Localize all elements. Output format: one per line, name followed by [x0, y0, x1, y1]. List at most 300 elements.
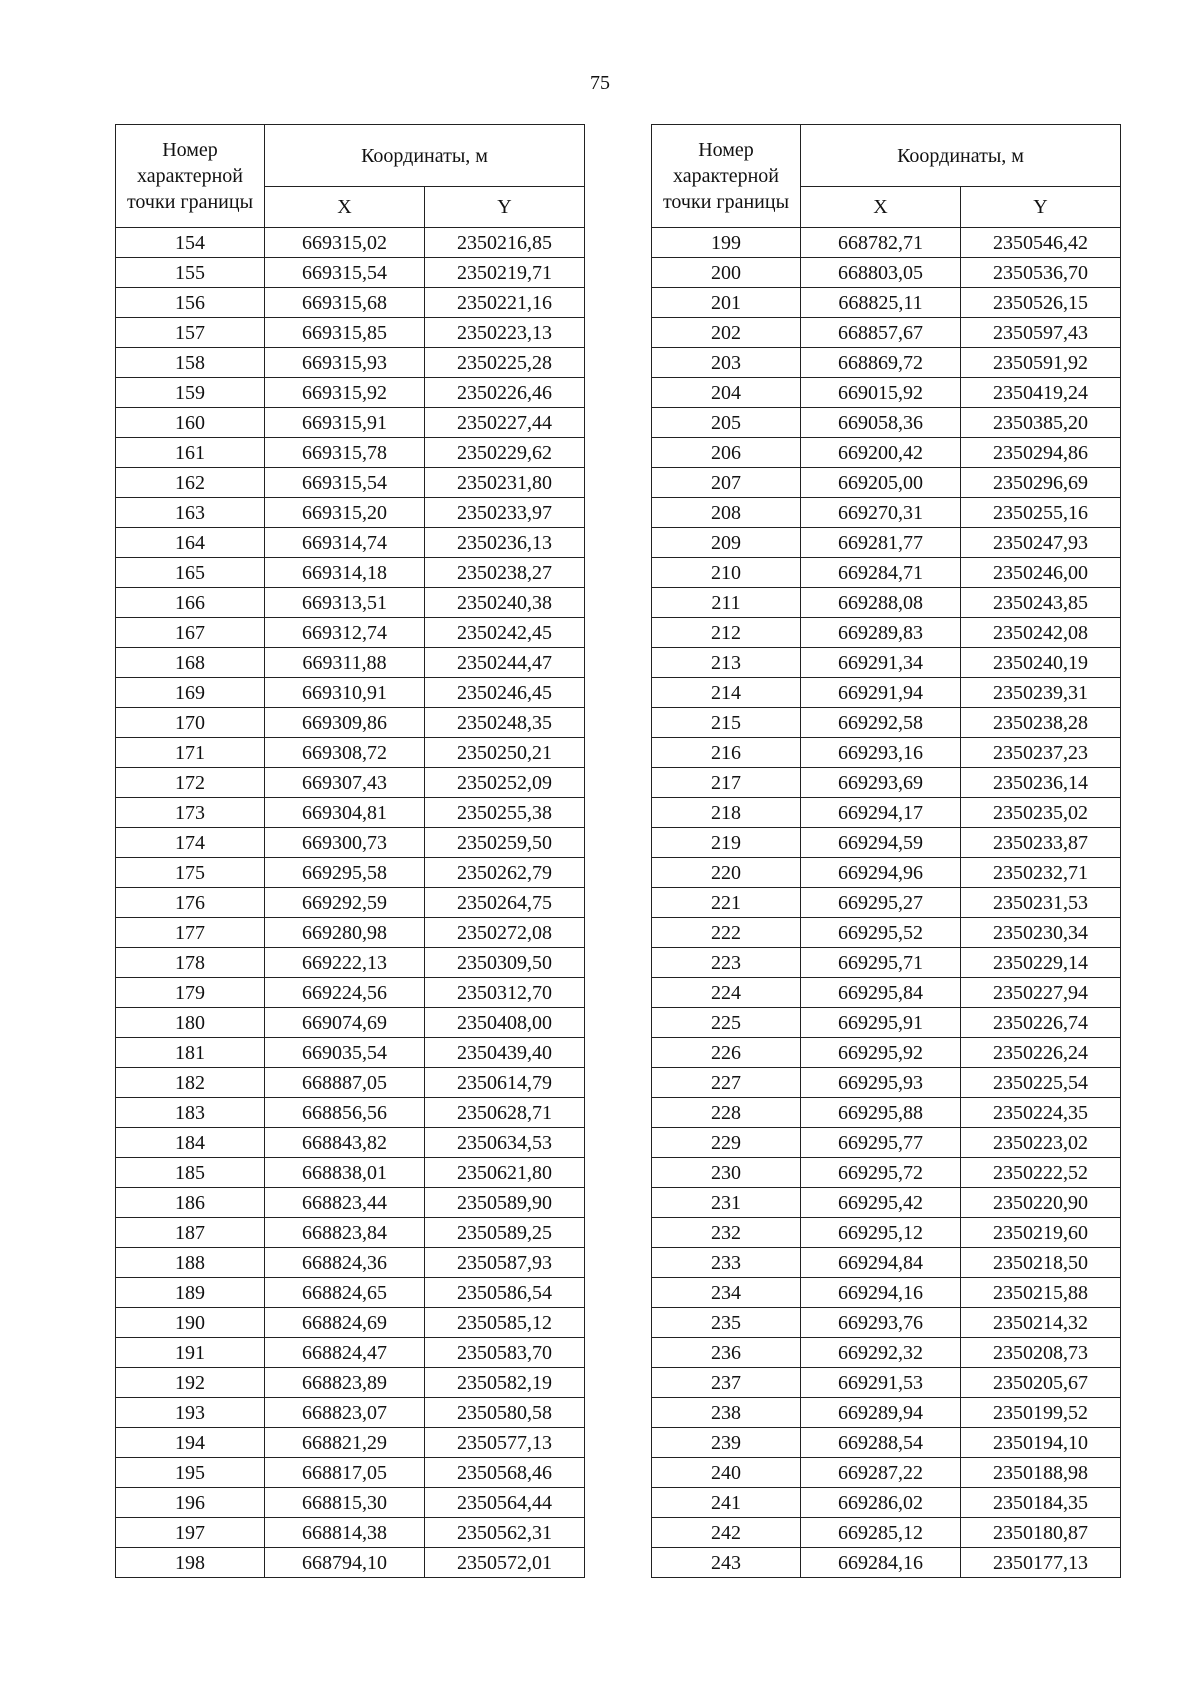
y-coordinate-cell: 2350243,85	[961, 588, 1121, 618]
y-coordinate-cell: 2350255,38	[425, 798, 585, 828]
coordinates-header: Координаты, м	[265, 125, 585, 187]
x-coordinate-cell: 669295,71	[801, 948, 961, 978]
table-row	[116, 768, 585, 798]
table-row	[652, 228, 1121, 258]
y-coordinate-cell: 2350239,31	[961, 678, 1121, 708]
x-coordinate-cell: 669294,84	[801, 1248, 961, 1278]
point-number-cell: 215	[652, 708, 801, 738]
table-row	[116, 588, 585, 618]
point-number-cell: 187	[116, 1218, 265, 1248]
point-number-cell: 193	[116, 1398, 265, 1428]
table-row	[652, 558, 1121, 588]
x-coordinate-cell: 669284,16	[801, 1548, 961, 1578]
y-coordinate-cell: 2350591,92	[961, 348, 1121, 378]
table-row	[116, 1338, 585, 1368]
y-coordinate-cell: 2350577,13	[425, 1428, 585, 1458]
y-coordinate-cell: 2350562,31	[425, 1518, 585, 1548]
table-row	[652, 948, 1121, 978]
point-number-cell: 176	[116, 888, 265, 918]
table-row	[116, 1368, 585, 1398]
x-coordinate-cell: 668803,05	[801, 258, 961, 288]
point-number-cell: 164	[116, 528, 265, 558]
table-row	[116, 1038, 585, 1068]
y-coordinate-cell: 2350225,54	[961, 1068, 1121, 1098]
table-row	[116, 708, 585, 738]
y-coordinate-cell: 2350272,08	[425, 918, 585, 948]
table-body-left	[116, 228, 585, 1578]
table-row	[652, 828, 1121, 858]
point-number-cell: 166	[116, 588, 265, 618]
table-row	[652, 408, 1121, 438]
point-number-cell: 179	[116, 978, 265, 1008]
y-coordinate-cell: 2350587,93	[425, 1248, 585, 1278]
point-number-cell: 165	[116, 558, 265, 588]
point-number-cell: 168	[116, 648, 265, 678]
x-coordinate-cell: 669312,74	[265, 618, 425, 648]
x-coordinate-cell: 669224,56	[265, 978, 425, 1008]
y-coordinate-cell: 2350583,70	[425, 1338, 585, 1368]
y-coordinate-cell: 2350621,80	[425, 1158, 585, 1188]
table-row	[652, 498, 1121, 528]
y-coordinate-cell: 2350634,53	[425, 1128, 585, 1158]
table-row	[652, 1248, 1121, 1278]
point-number-cell: 220	[652, 858, 801, 888]
table-row	[652, 1068, 1121, 1098]
point-number-cell: 174	[116, 828, 265, 858]
y-coordinate-cell: 2350248,35	[425, 708, 585, 738]
x-coordinate-cell: 669315,93	[265, 348, 425, 378]
point-number-cell: 178	[116, 948, 265, 978]
x-coordinate-cell: 669293,16	[801, 738, 961, 768]
y-coordinate-cell: 2350227,94	[961, 978, 1121, 1008]
table-row	[116, 948, 585, 978]
table-row	[116, 528, 585, 558]
y-coordinate-cell: 2350180,87	[961, 1518, 1121, 1548]
table-row	[652, 1458, 1121, 1488]
y-coordinate-cell: 2350218,50	[961, 1248, 1121, 1278]
point-number-cell: 228	[652, 1098, 801, 1128]
point-number-cell: 240	[652, 1458, 801, 1488]
point-number-cell: 167	[116, 618, 265, 648]
table-row	[652, 528, 1121, 558]
point-number-cell: 206	[652, 438, 801, 468]
point-number-cell: 221	[652, 888, 801, 918]
x-coordinate-cell: 668823,07	[265, 1398, 425, 1428]
point-number-cell: 229	[652, 1128, 801, 1158]
table-row	[116, 1218, 585, 1248]
x-coordinate-cell: 669295,72	[801, 1158, 961, 1188]
table-row	[652, 708, 1121, 738]
y-coordinate-cell: 2350296,69	[961, 468, 1121, 498]
point-number-cell: 216	[652, 738, 801, 768]
point-number-cell: 154	[116, 228, 265, 258]
x-coordinate-cell: 668821,29	[265, 1428, 425, 1458]
point-number-cell: 194	[116, 1428, 265, 1458]
y-coordinate-cell: 2350564,44	[425, 1488, 585, 1518]
x-coordinate-cell: 669280,98	[265, 918, 425, 948]
table-row	[116, 408, 585, 438]
y-coordinate-cell: 2350242,08	[961, 618, 1121, 648]
x-coordinate-cell: 669311,88	[265, 648, 425, 678]
point-number-cell: 191	[116, 1338, 265, 1368]
y-coordinate-cell: 2350628,71	[425, 1098, 585, 1128]
point-number-cell: 218	[652, 798, 801, 828]
point-number-cell: 234	[652, 1278, 801, 1308]
y-coordinate-cell: 2350585,12	[425, 1308, 585, 1338]
y-coordinate-cell: 2350246,00	[961, 558, 1121, 588]
x-coordinate-cell: 668887,05	[265, 1068, 425, 1098]
x-coordinate-cell: 669313,51	[265, 588, 425, 618]
table-row	[116, 258, 585, 288]
point-number-cell: 190	[116, 1308, 265, 1338]
y-coordinate-cell: 2350589,25	[425, 1218, 585, 1248]
table-row	[652, 918, 1121, 948]
y-coordinate-cell: 2350582,19	[425, 1368, 585, 1398]
table-row	[116, 978, 585, 1008]
y-coordinate-cell: 2350246,45	[425, 678, 585, 708]
table-row	[652, 1368, 1121, 1398]
y-coordinate-cell: 2350237,23	[961, 738, 1121, 768]
y-coordinate-cell: 2350238,27	[425, 558, 585, 588]
x-coordinate-cell: 668823,44	[265, 1188, 425, 1218]
table-row	[116, 828, 585, 858]
table-row	[116, 1128, 585, 1158]
point-number-cell: 185	[116, 1158, 265, 1188]
point-number-cell: 171	[116, 738, 265, 768]
y-coordinate-cell: 2350208,73	[961, 1338, 1121, 1368]
x-coordinate-cell: 669315,68	[265, 288, 425, 318]
point-number-cell: 238	[652, 1398, 801, 1428]
x-coordinate-cell: 669295,27	[801, 888, 961, 918]
point-number-cell: 158	[116, 348, 265, 378]
x-coordinate-cell: 668856,56	[265, 1098, 425, 1128]
x-coordinate-cell: 669200,42	[801, 438, 961, 468]
table-row	[116, 738, 585, 768]
table-row	[116, 498, 585, 528]
point-number-cell: 232	[652, 1218, 801, 1248]
point-number-cell: 225	[652, 1008, 801, 1038]
y-coordinate-cell: 2350250,21	[425, 738, 585, 768]
y-coordinate-cell: 2350259,50	[425, 828, 585, 858]
point-number-cell: 241	[652, 1488, 801, 1518]
point-number-cell: 169	[116, 678, 265, 708]
y-coordinate-cell: 2350247,93	[961, 528, 1121, 558]
y-coordinate-cell: 2350214,32	[961, 1308, 1121, 1338]
y-coordinate-cell: 2350568,46	[425, 1458, 585, 1488]
point-number-cell: 162	[116, 468, 265, 498]
x-coordinate-cell: 668824,47	[265, 1338, 425, 1368]
x-coordinate-cell: 668825,11	[801, 288, 961, 318]
table-row	[116, 1308, 585, 1338]
table-row	[116, 618, 585, 648]
table-row	[652, 1218, 1121, 1248]
point-number-cell: 242	[652, 1518, 801, 1548]
x-coordinate-cell: 669284,71	[801, 558, 961, 588]
table-row	[652, 768, 1121, 798]
y-coordinate-cell: 2350231,53	[961, 888, 1121, 918]
x-coordinate-cell: 669015,92	[801, 378, 961, 408]
table-row	[116, 1068, 585, 1098]
x-coordinate-cell: 668794,10	[265, 1548, 425, 1578]
point-number-cell: 202	[652, 318, 801, 348]
x-coordinate-cell: 669315,20	[265, 498, 425, 528]
x-coordinate-cell: 669294,96	[801, 858, 961, 888]
table-row	[652, 888, 1121, 918]
point-number-cell: 186	[116, 1188, 265, 1218]
table-row	[652, 648, 1121, 678]
y-coordinate-cell: 2350586,54	[425, 1278, 585, 1308]
y-coordinate-cell: 2350526,15	[961, 288, 1121, 318]
point-number-cell: 210	[652, 558, 801, 588]
y-coordinate-cell: 2350229,14	[961, 948, 1121, 978]
y-coordinate-cell: 2350188,98	[961, 1458, 1121, 1488]
y-coordinate-cell: 2350419,24	[961, 378, 1121, 408]
point-number-cell: 173	[116, 798, 265, 828]
table-row	[652, 738, 1121, 768]
y-coordinate-cell: 2350264,75	[425, 888, 585, 918]
point-number-cell: 198	[116, 1548, 265, 1578]
x-coordinate-cell: 669294,59	[801, 828, 961, 858]
x-coordinate-cell: 669294,17	[801, 798, 961, 828]
table-row	[652, 468, 1121, 498]
y-coordinate-cell: 2350225,28	[425, 348, 585, 378]
x-coordinate-cell: 669287,22	[801, 1458, 961, 1488]
x-coordinate-cell: 669307,43	[265, 768, 425, 798]
table-row	[116, 1428, 585, 1458]
x-coordinate-cell: 669304,81	[265, 798, 425, 828]
y-coordinate-cell: 2350597,43	[961, 318, 1121, 348]
table-row	[116, 1488, 585, 1518]
x-coordinate-cell: 668838,01	[265, 1158, 425, 1188]
y-coordinate-cell: 2350184,35	[961, 1488, 1121, 1518]
point-number-cell: 180	[116, 1008, 265, 1038]
point-number-cell: 197	[116, 1518, 265, 1548]
x-coordinate-cell: 669300,73	[265, 828, 425, 858]
table-row	[116, 1458, 585, 1488]
y-coordinate-cell: 2350222,52	[961, 1158, 1121, 1188]
x-coordinate-cell: 669295,52	[801, 918, 961, 948]
x-coordinate-cell: 669074,69	[265, 1008, 425, 1038]
y-coordinate-cell: 2350226,24	[961, 1038, 1121, 1068]
x-coordinate-cell: 668817,05	[265, 1458, 425, 1488]
x-coordinate-cell: 669291,94	[801, 678, 961, 708]
point-number-cell: 239	[652, 1428, 801, 1458]
table-row	[116, 798, 585, 828]
y-coordinate-cell: 2350580,58	[425, 1398, 585, 1428]
y-coordinate-cell: 2350236,13	[425, 528, 585, 558]
table-row	[652, 438, 1121, 468]
y-coordinate-cell: 2350226,46	[425, 378, 585, 408]
point-number-header: Номер характерной точки границы	[652, 125, 801, 228]
point-number-cell: 205	[652, 408, 801, 438]
table-row	[116, 1158, 585, 1188]
y-header: Y	[961, 187, 1121, 228]
point-number-cell: 243	[652, 1548, 801, 1578]
table-row	[652, 1008, 1121, 1038]
table-row	[116, 438, 585, 468]
y-coordinate-cell: 2350312,70	[425, 978, 585, 1008]
x-coordinate-cell: 669315,54	[265, 468, 425, 498]
y-coordinate-cell: 2350223,02	[961, 1128, 1121, 1158]
x-header: X	[801, 187, 961, 228]
y-coordinate-cell: 2350199,52	[961, 1398, 1121, 1428]
table-row	[116, 1518, 585, 1548]
y-coordinate-cell: 2350255,16	[961, 498, 1121, 528]
y-coordinate-cell: 2350229,62	[425, 438, 585, 468]
point-number-cell: 155	[116, 258, 265, 288]
y-coordinate-cell: 2350262,79	[425, 858, 585, 888]
coordinates-table-right	[651, 124, 1121, 1578]
table-row	[652, 378, 1121, 408]
point-number-cell: 161	[116, 438, 265, 468]
x-coordinate-cell: 669292,58	[801, 708, 961, 738]
table-row	[116, 1548, 585, 1578]
x-coordinate-cell: 668824,69	[265, 1308, 425, 1338]
point-number-cell: 219	[652, 828, 801, 858]
table-row	[652, 1278, 1121, 1308]
point-number-cell: 230	[652, 1158, 801, 1188]
table-row	[652, 1518, 1121, 1548]
point-number-cell: 235	[652, 1308, 801, 1338]
y-coordinate-cell: 2350589,90	[425, 1188, 585, 1218]
table-row	[116, 1278, 585, 1308]
y-coordinate-cell: 2350252,09	[425, 768, 585, 798]
table-row	[652, 1188, 1121, 1218]
x-coordinate-cell: 669295,77	[801, 1128, 961, 1158]
table-row	[116, 558, 585, 588]
point-number-cell: 231	[652, 1188, 801, 1218]
point-number-cell: 233	[652, 1248, 801, 1278]
coordinates-table-left	[115, 124, 585, 1578]
table-row	[116, 468, 585, 498]
table-row	[652, 1098, 1121, 1128]
point-number-cell: 236	[652, 1338, 801, 1368]
x-coordinate-cell: 668782,71	[801, 228, 961, 258]
x-coordinate-cell: 669309,86	[265, 708, 425, 738]
x-coordinate-cell: 669310,91	[265, 678, 425, 708]
x-coordinate-cell: 669315,54	[265, 258, 425, 288]
table-row	[116, 1398, 585, 1428]
point-number-cell: 204	[652, 378, 801, 408]
y-coordinate-cell: 2350385,20	[961, 408, 1121, 438]
x-coordinate-cell: 669035,54	[265, 1038, 425, 1068]
y-coordinate-cell: 2350231,80	[425, 468, 585, 498]
y-coordinate-cell: 2350226,74	[961, 1008, 1121, 1038]
y-coordinate-cell: 2350194,10	[961, 1428, 1121, 1458]
point-number-cell: 182	[116, 1068, 265, 1098]
y-coordinate-cell: 2350230,34	[961, 918, 1121, 948]
point-number-cell: 237	[652, 1368, 801, 1398]
table-row	[116, 1008, 585, 1038]
table-row	[652, 318, 1121, 348]
point-number-cell: 217	[652, 768, 801, 798]
x-coordinate-cell: 668823,89	[265, 1368, 425, 1398]
table-row	[116, 318, 585, 348]
x-coordinate-cell: 669292,32	[801, 1338, 961, 1368]
point-number-header: Номер характерной точки границы	[116, 125, 265, 228]
y-coordinate-cell: 2350408,00	[425, 1008, 585, 1038]
table-row	[652, 858, 1121, 888]
table-row	[652, 1488, 1121, 1518]
point-number-cell: 200	[652, 258, 801, 288]
point-number-cell: 207	[652, 468, 801, 498]
table-row	[652, 1038, 1121, 1068]
y-coordinate-cell: 2350546,42	[961, 228, 1121, 258]
x-coordinate-cell: 668823,84	[265, 1218, 425, 1248]
y-coordinate-cell: 2350205,67	[961, 1368, 1121, 1398]
x-coordinate-cell: 669295,92	[801, 1038, 961, 1068]
point-number-cell: 208	[652, 498, 801, 528]
coordinates-header: Координаты, м	[801, 125, 1121, 187]
x-coordinate-cell: 669315,78	[265, 438, 425, 468]
y-coordinate-cell: 2350439,40	[425, 1038, 585, 1068]
x-coordinate-cell: 668857,67	[801, 318, 961, 348]
y-coordinate-cell: 2350240,19	[961, 648, 1121, 678]
table-row	[116, 378, 585, 408]
point-number-cell: 212	[652, 618, 801, 648]
y-coordinate-cell: 2350536,70	[961, 258, 1121, 288]
point-number-cell: 223	[652, 948, 801, 978]
point-number-cell: 177	[116, 918, 265, 948]
x-coordinate-cell: 669281,77	[801, 528, 961, 558]
table-body-right	[652, 228, 1121, 1578]
point-number-cell: 199	[652, 228, 801, 258]
y-coordinate-cell: 2350244,47	[425, 648, 585, 678]
x-coordinate-cell: 669315,91	[265, 408, 425, 438]
table-row	[652, 1158, 1121, 1188]
y-coordinate-cell: 2350238,28	[961, 708, 1121, 738]
point-number-cell: 203	[652, 348, 801, 378]
point-number-cell: 184	[116, 1128, 265, 1158]
point-number-cell: 195	[116, 1458, 265, 1488]
point-number-cell: 226	[652, 1038, 801, 1068]
table-row	[116, 348, 585, 378]
table-row	[116, 918, 585, 948]
x-coordinate-cell: 669288,54	[801, 1428, 961, 1458]
x-coordinate-cell: 669291,53	[801, 1368, 961, 1398]
table-row	[652, 618, 1121, 648]
point-number-cell: 183	[116, 1098, 265, 1128]
x-coordinate-cell: 669289,83	[801, 618, 961, 648]
x-coordinate-cell: 669315,02	[265, 228, 425, 258]
x-coordinate-cell: 669295,42	[801, 1188, 961, 1218]
point-number-cell: 175	[116, 858, 265, 888]
x-coordinate-cell: 669293,69	[801, 768, 961, 798]
table-row	[652, 1398, 1121, 1428]
x-coordinate-cell: 669285,12	[801, 1518, 961, 1548]
table-row	[652, 1308, 1121, 1338]
table-row	[116, 678, 585, 708]
x-coordinate-cell: 669295,93	[801, 1068, 961, 1098]
table-row	[116, 288, 585, 318]
y-coordinate-cell: 2350235,02	[961, 798, 1121, 828]
table-row	[116, 228, 585, 258]
x-coordinate-cell: 668824,36	[265, 1248, 425, 1278]
x-coordinate-cell: 669295,84	[801, 978, 961, 1008]
y-coordinate-cell: 2350232,71	[961, 858, 1121, 888]
y-coordinate-cell: 2350233,97	[425, 498, 585, 528]
table-row	[116, 888, 585, 918]
y-coordinate-cell: 2350614,79	[425, 1068, 585, 1098]
point-number-cell: 181	[116, 1038, 265, 1068]
point-number-cell: 172	[116, 768, 265, 798]
y-coordinate-cell: 2350242,45	[425, 618, 585, 648]
point-number-cell: 188	[116, 1248, 265, 1278]
x-coordinate-cell: 669288,08	[801, 588, 961, 618]
y-coordinate-cell: 2350294,86	[961, 438, 1121, 468]
point-number-cell: 163	[116, 498, 265, 528]
point-number-cell: 211	[652, 588, 801, 618]
